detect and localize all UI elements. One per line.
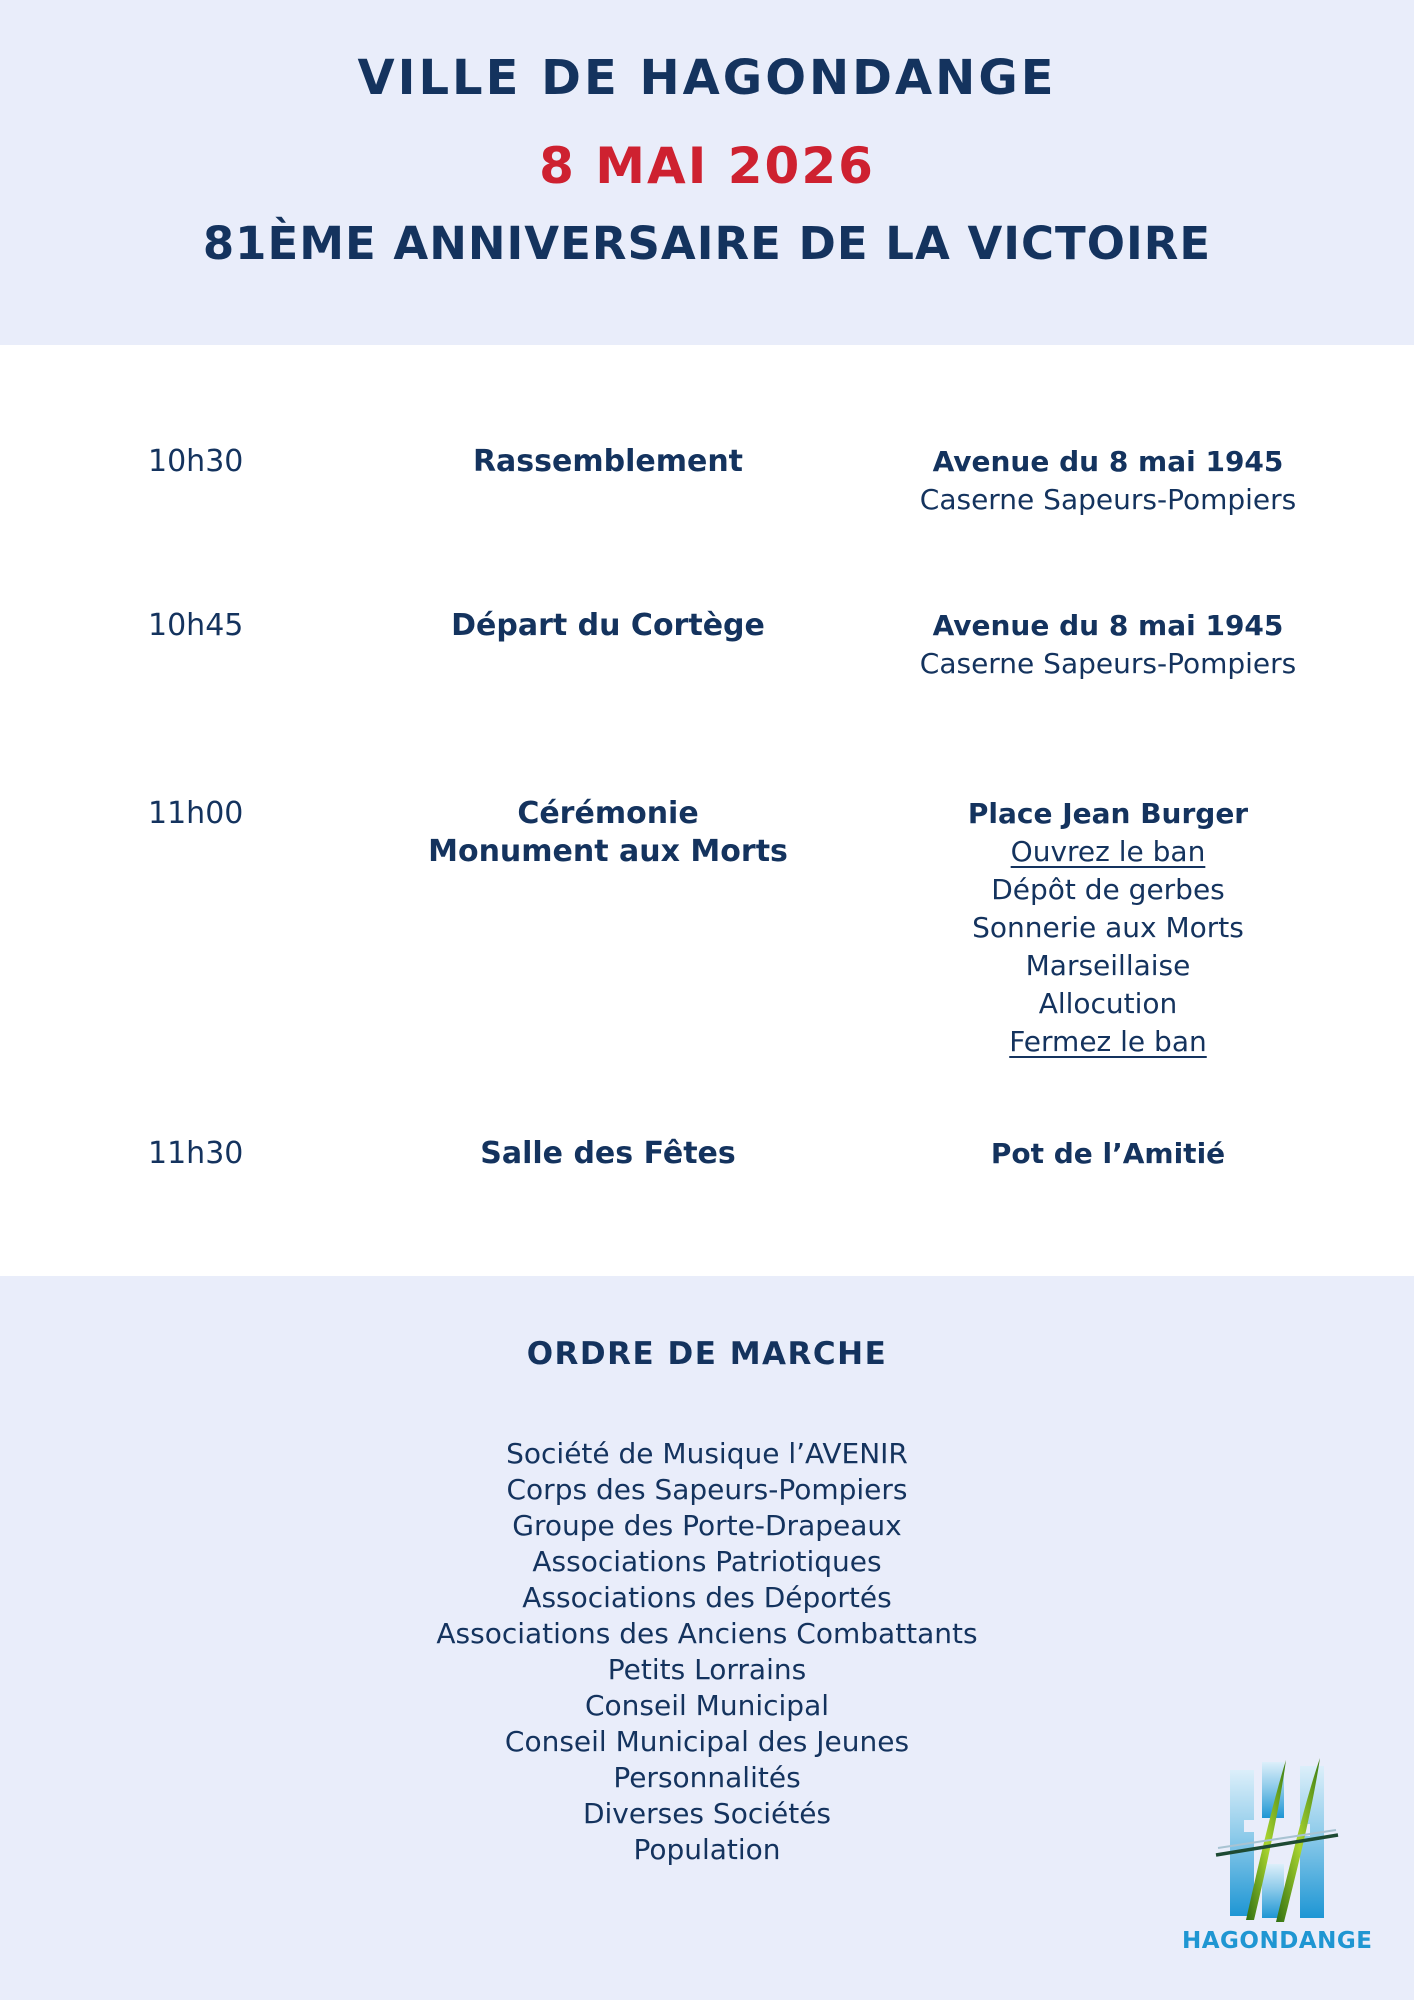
- marche-item: Corps des Sapeurs-Pompiers: [506, 1473, 908, 1506]
- event-line: Cérémonie: [517, 796, 699, 831]
- schedule-row-rassemblement: [148, 443, 1414, 519]
- marche-item: Petits Lorrains: [607, 1653, 807, 1686]
- schedule-section: [0, 345, 1414, 1276]
- event-date: 8 MAI 2026: [539, 137, 875, 195]
- hagondange-logo: [1182, 1754, 1372, 1954]
- event-name: [303, 1135, 913, 1173]
- ceremony-step: Allocution: [1038, 987, 1178, 1020]
- location-detail: Caserne Sapeurs-Pompiers: [919, 483, 1297, 516]
- marche-item: Conseil Municipal des Jeunes: [504, 1725, 910, 1758]
- event-line: Salle des Fêtes: [480, 1136, 736, 1171]
- ceremony-step: Dépôt de gerbes: [991, 873, 1225, 906]
- ceremony-step: Marseillaise: [1025, 949, 1191, 982]
- marche-item: Population: [633, 1833, 781, 1866]
- location-cell: [913, 795, 1303, 1061]
- hagondange-logo-mark: [1224, 1754, 1330, 1924]
- event-name: [303, 795, 913, 1061]
- ceremony-step: Fermez le ban: [1009, 1025, 1207, 1058]
- event-line: Rassemblement: [472, 444, 744, 479]
- marche-item: Société de Musique l’AVENIR: [506, 1437, 908, 1470]
- location-cell: [913, 443, 1303, 519]
- marche-item: Diverses Sociétés: [582, 1797, 832, 1830]
- ceremony-step: Sonnerie aux Morts: [972, 911, 1244, 944]
- ordre-de-marche-title: ORDRE DE MARCHE: [526, 1336, 888, 1372]
- location-cell: [913, 1135, 1303, 1173]
- location-name: Pot de l’Amitié: [990, 1137, 1226, 1170]
- location-detail: Caserne Sapeurs-Pompiers: [919, 647, 1297, 680]
- time-label: 10h45: [148, 608, 244, 643]
- marche-item: Conseil Municipal: [584, 1689, 829, 1722]
- ceremony-step: Ouvrez le ban: [1010, 835, 1206, 868]
- location-cell: [913, 607, 1303, 683]
- schedule-row-salle-des-fetes: [148, 1135, 1414, 1173]
- time-label: 11h30: [148, 1136, 244, 1171]
- hagondange-wordmark: HAGONDANGE: [1182, 1928, 1373, 1954]
- location-name: Avenue du 8 mai 1945: [932, 445, 1284, 478]
- location-name: Place Jean Burger: [967, 797, 1249, 830]
- event-name: [303, 607, 913, 683]
- location-name: Avenue du 8 mai 1945: [932, 609, 1284, 642]
- schedule-row-ceremonie: [148, 795, 1414, 1061]
- marche-item: Groupe des Porte-Drapeaux: [512, 1509, 902, 1542]
- marche-item: Associations des Déportés: [522, 1581, 892, 1614]
- event-line: Départ du Cortège: [451, 608, 765, 643]
- marche-item: Associations des Anciens Combattants: [436, 1617, 978, 1650]
- time-label: 11h00: [148, 796, 244, 831]
- time-label: 10h30: [148, 444, 244, 479]
- header-band: [0, 0, 1414, 345]
- schedule-row-depart-cortege: [148, 607, 1414, 683]
- marche-item: Personnalités: [613, 1761, 801, 1794]
- page-title: VILLE DE HAGONDANGE: [357, 50, 1057, 106]
- ordre-de-marche-section: [0, 1276, 1414, 2000]
- marche-item: Associations Patriotiques: [532, 1545, 882, 1578]
- event-subtitle: 81ÈME ANNIVERSAIRE DE LA VICTOIRE: [202, 217, 1212, 270]
- event-line: Monument aux Morts: [428, 834, 788, 869]
- event-name: [303, 443, 913, 519]
